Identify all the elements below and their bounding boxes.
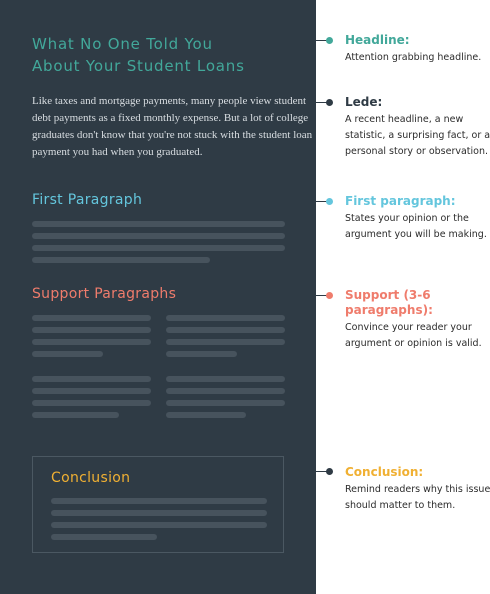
annotation-desc-line: statistic, a surprising fact, or a (345, 130, 490, 141)
annotation-desc-line: Attention grabbing headline. (345, 52, 482, 63)
annotation-desc-line: States your opinion or the (345, 213, 469, 224)
placeholder-bar (32, 221, 285, 227)
placeholder-bar (166, 400, 285, 406)
placeholder-bar (51, 498, 267, 504)
placeholder-bar (51, 522, 267, 528)
placeholder-bar (51, 510, 267, 516)
support-paragraphs-title: Support Paragraphs (32, 286, 177, 302)
annotation-title-line: paragraphs): (345, 303, 433, 317)
first-paragraph-annotation-desc (345, 211, 487, 243)
lede-dot (326, 99, 333, 106)
lede-line: debt payments as a fixed monthly expense. But a lot of college (32, 112, 309, 124)
support-annotation-title (345, 288, 473, 318)
headline-line: What No One Told You (32, 35, 213, 53)
placeholder-bar (166, 351, 237, 357)
annotation-desc-line: argument or opinion is valid. (345, 338, 482, 349)
placeholder-bar (32, 339, 151, 345)
headline-line: About Your Student Loans (32, 57, 245, 75)
placeholder-bar (166, 376, 285, 382)
placeholder-bar (166, 327, 285, 333)
lede-line: payment you had when you graduated. (32, 146, 203, 158)
first-paragraph-title: First Paragraph (32, 192, 143, 208)
placeholder-bar (166, 412, 246, 418)
conclusion-dot (326, 468, 333, 475)
annotation-desc-line: should matter to them. (345, 500, 456, 511)
placeholder-bar (32, 376, 151, 382)
placeholder-bar (32, 257, 210, 263)
conclusion-annotation-desc (345, 482, 490, 514)
article-lede (32, 93, 313, 161)
placeholder-bar (32, 412, 119, 418)
placeholder-bar (32, 327, 151, 333)
lede-line: graduates don't know that you're not stuck with the student loan (32, 129, 313, 141)
headline-annotation-desc (345, 50, 482, 66)
annotation-desc-line: Remind readers why this issue (345, 484, 490, 495)
lede-annotation-title: Lede: (345, 95, 383, 109)
placeholder-bar (32, 245, 285, 251)
placeholder-bar (166, 339, 285, 345)
annotation-desc-line: personal story or observation. (345, 146, 489, 157)
support-annotation-desc (345, 320, 482, 352)
headline-dot (326, 37, 333, 44)
conclusion-title: Conclusion (51, 470, 131, 486)
headline-annotation-title: Headline: (345, 33, 410, 47)
annotation-desc-line: argument you will be making. (345, 229, 487, 240)
lede-line: Like taxes and mortgage payments, many people view student (32, 95, 307, 107)
placeholder-bar (32, 233, 285, 239)
placeholder-bar (32, 351, 103, 357)
placeholder-bar (32, 388, 151, 394)
placeholder-bar (32, 400, 151, 406)
placeholder-bar (32, 315, 151, 321)
annotation-desc-line: Convince your reader your (345, 322, 472, 333)
placeholder-bar (166, 315, 285, 321)
support-dot (326, 292, 333, 299)
first-paragraph-annotation-title: First paragraph: (345, 194, 456, 208)
article-headline (32, 33, 302, 77)
annotation-title-line: Support (3-6 (345, 288, 431, 302)
placeholder-bar (51, 534, 157, 540)
lede-annotation-desc (345, 112, 490, 160)
placeholder-bar (166, 388, 285, 394)
first-paragraph-dot (326, 198, 333, 205)
conclusion-annotation-title: Conclusion: (345, 465, 424, 479)
annotation-desc-line: A recent headline, a new (345, 114, 464, 125)
